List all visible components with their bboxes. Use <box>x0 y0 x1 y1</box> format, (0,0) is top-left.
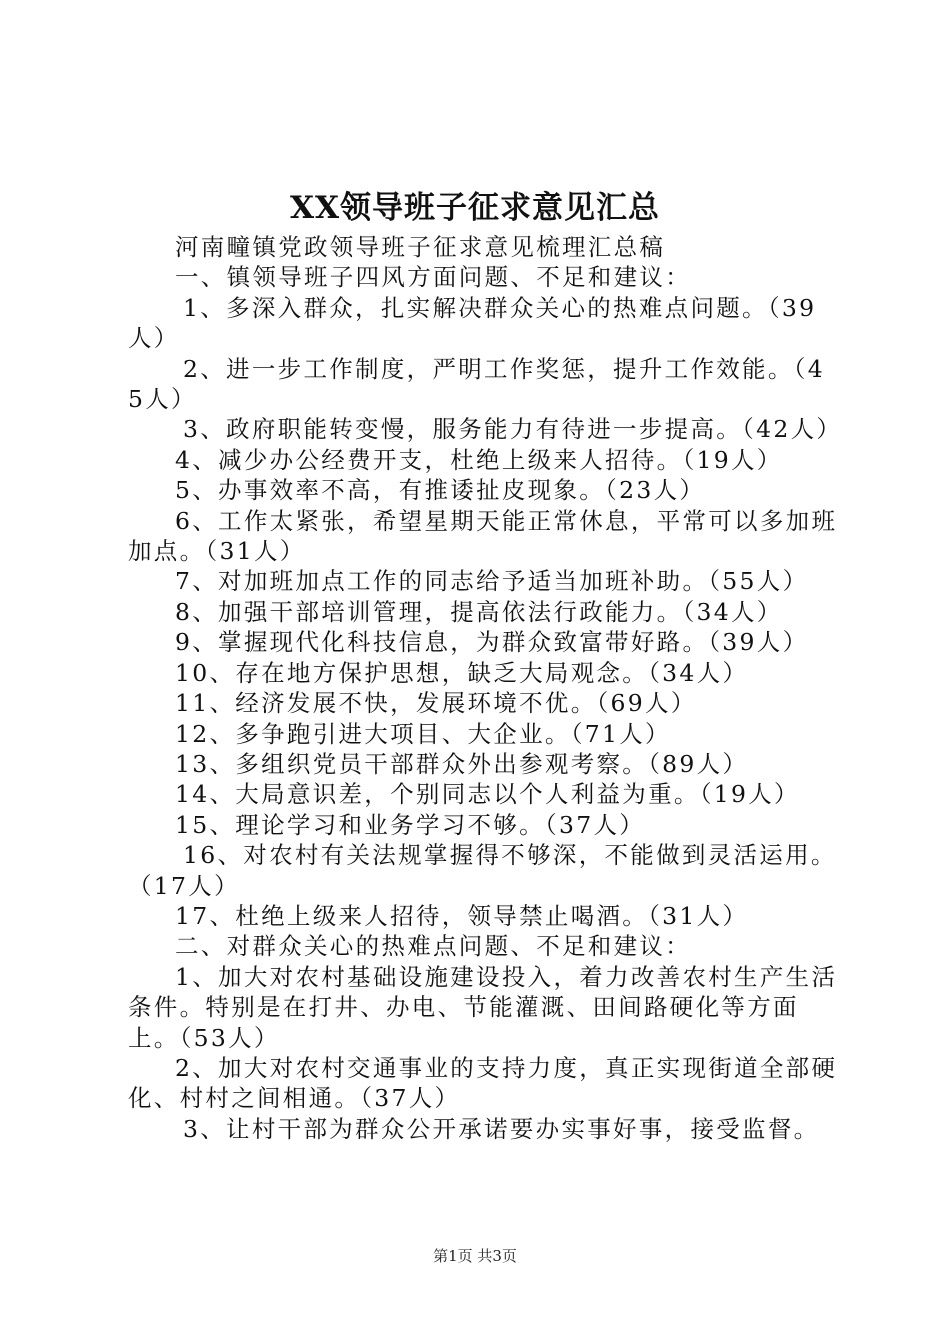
list-item: 17、杜绝上级来人招待，领导禁止喝酒。（31人） <box>175 901 749 930</box>
list-item: 2、加大对农村交通事业的支持力度，真正实现街道全部硬化、村村之间相通。（37人） <box>128 1053 838 1113</box>
list-item: 9、掌握现代化科技信息，为群众致富带好路。（39人） <box>175 628 809 657</box>
list-item: 3、让村干部为群众公开承诺要办实事好事，接受监督。 <box>183 1114 820 1143</box>
list-item: 10、存在地方保护思想，缺乏大局观念。（34人） <box>175 658 749 687</box>
section-heading: 一、镇领导班子四风方面问题、不足和建议： <box>175 263 691 292</box>
doc-subtitle: 河南疃镇党政领导班子征求意见梳理汇总稿 <box>175 233 666 261</box>
page-footer: 第1页 共3页 <box>433 1247 517 1265</box>
list-item: 12、多争跑引进大项目、大企业。（71人） <box>175 719 671 748</box>
list-item: 6、工作太紧张，希望星期天能正常休息，平常可以多加班加点。（31人） <box>128 506 838 566</box>
list-item: 8、加强干部培训管理，提高依法行政能力。（34人） <box>175 597 783 626</box>
document-title: XX领导班子征求意见汇总 <box>289 190 661 226</box>
list-item: 13、多组织党员干部群众外出参观考察。（89人） <box>175 749 749 778</box>
list-item: 1、加大对农村基础设施建设投入，着力改善农村生产生活条件。特别是在打井、办电、节能灌溉、田间路硬化等方面上。（53人） <box>128 962 838 1052</box>
document-body <box>128 232 843 1144</box>
list-item: 2、进一步工作制度，严明工作奖惩，提升工作效能。（45人） <box>128 354 825 414</box>
list-item: 7、对加班加点工作的同志给予适当加班补助。（55人） <box>175 567 809 596</box>
list-item: 4、减少办公经费开支，杜绝上级来人招待。（19人） <box>175 445 783 474</box>
list-item: 14、大局意识差，个别同志以个人利益为重。（19人） <box>175 780 800 809</box>
section-heading: 二、对群众关心的热难点问题、不足和建议： <box>175 932 691 961</box>
list-item: 16、对农村有关法规掌握得不够深，不能做到灵活运用。（17人） <box>128 841 837 900</box>
list-item: 11、经济发展不快，发展环境不优。（69人） <box>175 689 697 718</box>
list-item: 3、政府职能转变慢，服务能力有待进一步提高。（42人） <box>183 415 843 444</box>
list-item: 1、多深入群众，扎实解决群众关心的热难点问题。（39人） <box>128 293 817 353</box>
list-item: 15、理论学习和业务学习不够。（37人） <box>175 810 646 839</box>
list-item: 5、办事效率不高，有推诿扯皮现象。（23人） <box>175 476 706 505</box>
